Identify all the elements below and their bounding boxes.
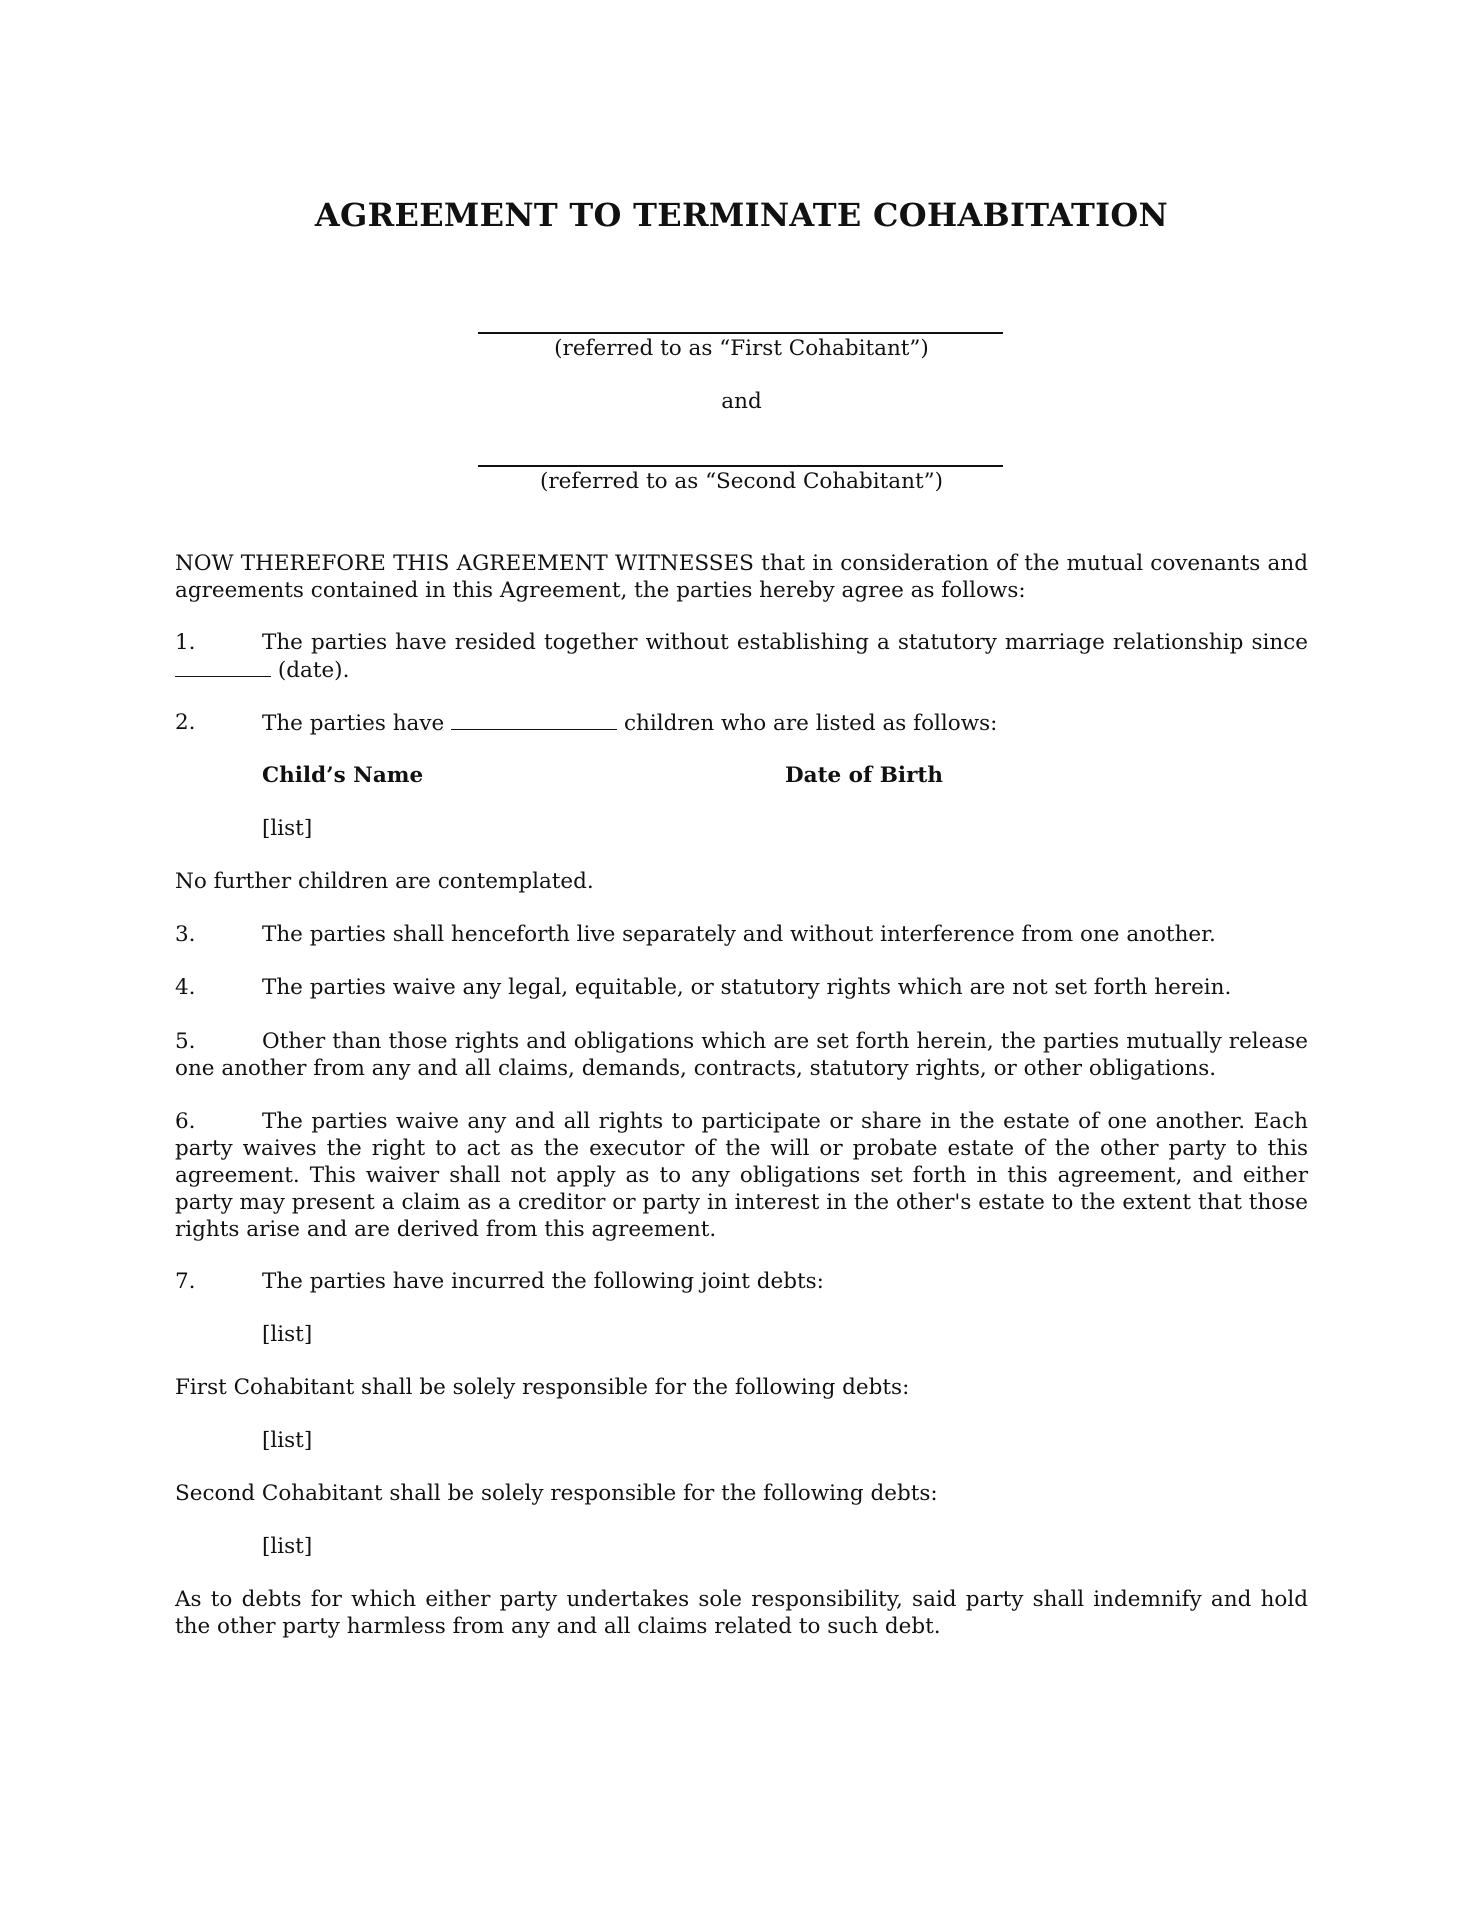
clause-4-number: 4. (175, 975, 196, 1000)
first-cohabitant-debts: First Cohabitant shall be solely responsible for the following debts: (175, 1375, 910, 1400)
clause-1-date-label: (date). (277, 658, 350, 683)
child-name-header: Child’s Name (262, 763, 424, 788)
clause-5-text: Other than those rights and obligations which are set forth herein, the parties mutually release one another from any and all claims, demands, contracts, statutory rights, or other obligations. (175, 1029, 1308, 1081)
clause-2-text-a: The parties have (262, 711, 445, 736)
clause-1-date-line (175, 656, 1308, 684)
children-list-placeholder: [list] (262, 816, 313, 841)
first-cohabitant-label: (referred to as “First Cohabitant”) (554, 336, 929, 361)
clause-7-number: 7. (175, 1269, 196, 1294)
clause-1-text: The parties have resided together without establishing a statutory marriage relationship since (262, 630, 1308, 655)
clause-3-text: The parties shall henceforth live separately and without interference from one another. (262, 922, 1216, 947)
first-cohabitant-blank-line (478, 332, 1003, 334)
clause-7-text: The parties have incurred the following joint debts: (262, 1269, 824, 1294)
second-debts-list-placeholder: [list] (262, 1534, 313, 1559)
second-cohabitant-label: (referred to as “Second Cohabitant”) (540, 469, 943, 494)
date-blank (175, 656, 271, 677)
document-title: AGREEMENT TO TERMINATE COHABITATION (314, 196, 1169, 234)
clause-2-number: 2. (175, 710, 196, 735)
and-text: and (721, 389, 762, 414)
clause-3-number: 3. (175, 922, 196, 947)
clause-5-number: 5. (175, 1029, 196, 1054)
clause-5 (175, 1028, 1308, 1082)
clause-4-text: The parties waive any legal, equitable, or statutory rights which are not set forth herein. (262, 975, 1232, 1000)
clause-2-text-b: children who are listed as follows: (623, 711, 998, 736)
clause-6 (175, 1108, 1308, 1243)
second-cohabitant-debts: Second Cohabitant shall be solely responsible for the following debts: (175, 1481, 938, 1506)
second-cohabitant-blank-line (478, 465, 1003, 467)
preamble: NOW THEREFORE THIS AGREEMENT WITNESSES that in consideration of the mutual covenants and agreements contained in this Agreement, the parties hereby agree as follows: (175, 551, 1308, 603)
indemnity-paragraph: As to debts for which either party undertakes sole responsibility, said party shall indemnify and hold the other party harmless from any and all claims related to such debt. (175, 1587, 1308, 1639)
no-further-children: No further children are contemplated. (175, 869, 594, 894)
children-count-blank (451, 709, 617, 730)
date-of-birth-header: Date of Birth (785, 763, 943, 788)
clause-6-number: 6. (175, 1109, 196, 1134)
first-debts-list-placeholder: [list] (262, 1428, 313, 1453)
joint-debts-list-placeholder: [list] (262, 1322, 313, 1347)
clause-6-text: The parties waive any and all rights to participate or share in the estate of one another. Each party waives the right to act as the executor of the will or probate estate of the other party to this agreement. This waiver shall not apply as to any obligations set forth in this agreement, and either party may present a claim as a creditor or party in interest in the other's estate to the extent that those rights arise and are derived from this agreement. (175, 1109, 1308, 1242)
clause-2-text (262, 709, 1308, 737)
clause-1-number: 1. (175, 630, 196, 655)
